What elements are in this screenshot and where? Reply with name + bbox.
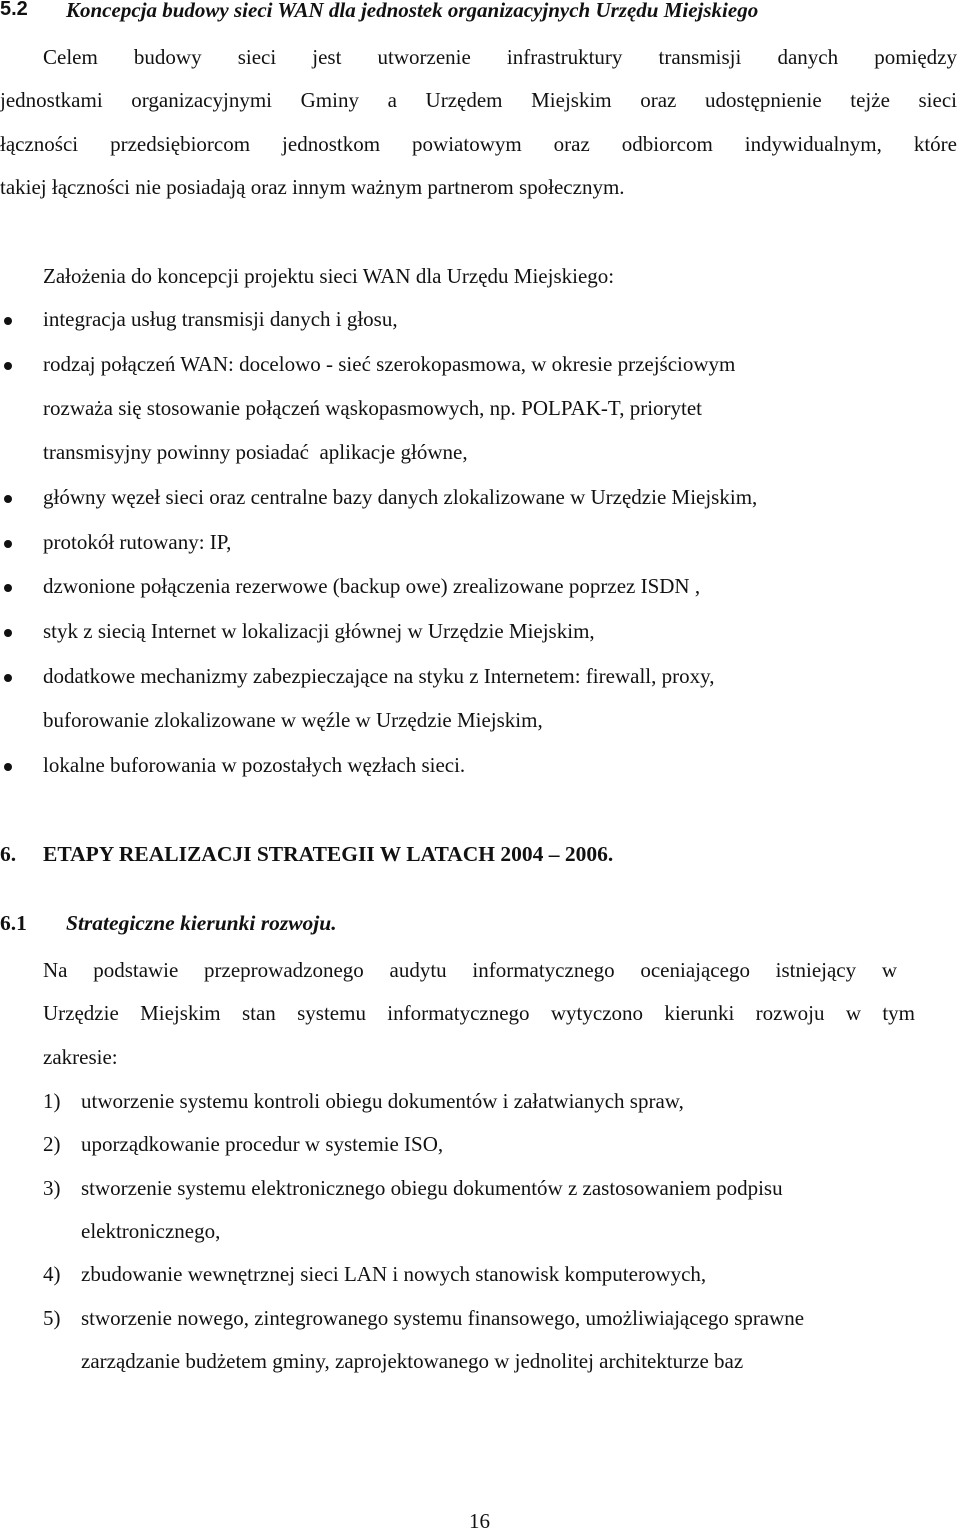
bullet-icon	[4, 584, 12, 592]
list-item-text: stworzenie nowego, zintegrowanego systemu finansowego, umożliwiającego sprawne	[81, 1306, 805, 1330]
list-item-text: elektronicznego,	[81, 1219, 221, 1243]
list-item-text: główny węzeł sieci oraz centralne bazy danych zlokalizowane w Urzędzie Miejskim,	[43, 485, 758, 509]
list-item-text: zarządzanie budżetem gminy, zaprojektowanego w jednolitej architekturze baz	[81, 1349, 744, 1373]
paragraph-line: łączności przedsiębiorcom jednostkom powiatowym oraz odbiorcom indywidualnym, które	[0, 132, 957, 156]
list-item-text: rodzaj połączeń WAN: docelowo - sieć szerokopasmowa, w okresie przejściowym	[43, 352, 736, 376]
list-item-text: utworzenie systemu kontroli obiegu dokumentów i załatwianych spraw,	[81, 1089, 684, 1113]
list-item-text: rozważa się stosowanie połączeń wąskopasmowych, np. POLPAK-T, priorytet	[43, 396, 703, 420]
list-item-text: lokalne buforowania w pozostałych węzłach sieci.	[43, 753, 466, 777]
list-item-text: buforowanie zlokalizowane w węźle w Urzędzie Miejskim,	[43, 708, 543, 732]
bullet-icon	[4, 629, 12, 637]
chapter-title: ETAPY REALIZACJI STRATEGII W LATACH 2004 – 2006.	[43, 842, 614, 866]
paragraph-line: Urzędzie Miejskim stan systemu informatycznego wytyczono kierunki rozwoju w tym	[43, 1001, 915, 1025]
list-item-text: styk z siecią Internet w lokalizacji głównej w Urzędzie Miejskim,	[43, 619, 595, 643]
chapter-number: 6.	[0, 842, 17, 866]
bullet-icon	[4, 495, 12, 503]
list-item-text: transmisyjny powinny posiadać aplikacje główne,	[43, 440, 468, 464]
list-item-number: 2)	[43, 1132, 61, 1156]
list-item-text: protokół rutowany: IP,	[43, 530, 232, 554]
list-item-text: dzwonione połączenia rezerwowe (backup owe) zrealizowane poprzez ISDN ,	[43, 574, 701, 598]
bullet-icon	[4, 763, 12, 771]
bullet-icon	[4, 540, 12, 548]
paragraph-line: takiej łączności nie posiadają oraz innym ważnym partnerom społecznym.	[0, 175, 625, 199]
paragraph-line: jednostkami organizacyjnymi Gminy a Urzędem Miejskim oraz udostępnienie tejże sieci	[0, 88, 957, 112]
section-title: Strategiczne kierunki rozwoju.	[66, 911, 337, 935]
assumptions-intro: Założenia do koncepcji projektu sieci WAN dla Urzędu Miejskiego:	[43, 264, 615, 288]
list-item-text: stworzenie systemu elektronicznego obiegu dokumentów z zastosowaniem podpisu	[81, 1176, 783, 1200]
bullet-icon	[4, 317, 12, 325]
section-number: 6.1	[0, 911, 27, 935]
bullet-icon	[4, 674, 12, 682]
list-item-text: dodatkowe mechanizmy zabezpieczające na styku z Internetem: firewall, proxy,	[43, 664, 715, 688]
bullet-icon	[4, 362, 12, 370]
page-number: 16	[469, 1509, 490, 1533]
list-item-number: 3)	[43, 1176, 61, 1200]
list-item-number: 5)	[43, 1306, 61, 1330]
paragraph-line: Celem budowy sieci jest utworzenie infrastruktury transmisji danych pomiędzy	[43, 45, 957, 69]
section-number: 5.2	[0, 0, 28, 20]
list-item-number: 1)	[43, 1089, 61, 1113]
paragraph-line: zakresie:	[43, 1045, 118, 1069]
list-item-text: uporządkowanie procedur w systemie ISO,	[81, 1132, 444, 1156]
section-title: Koncepcja budowy sieci WAN dla jednostek organizacyjnych Urzędu Miejskiego	[66, 0, 759, 22]
paragraph-line: Na podstawie przeprowadzonego audytu informatycznego oceniającego istniejący w	[43, 958, 897, 982]
list-item-text: integracja usług transmisji danych i głosu,	[43, 307, 398, 331]
list-item-text: zbudowanie wewnętrznej sieci LAN i nowych stanowisk komputerowych,	[81, 1262, 707, 1286]
list-item-number: 4)	[43, 1262, 61, 1286]
